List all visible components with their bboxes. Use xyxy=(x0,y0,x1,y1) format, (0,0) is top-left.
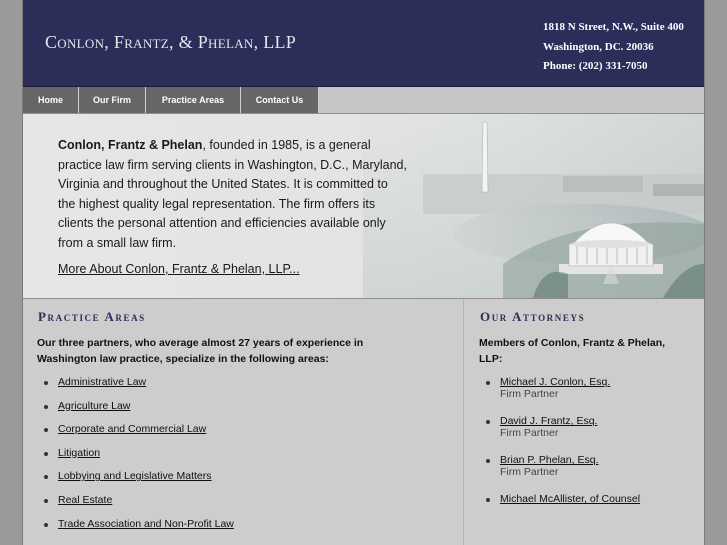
bullet-icon xyxy=(486,381,490,385)
list-item xyxy=(58,470,234,494)
bullet-icon xyxy=(44,452,48,456)
address-line-1: 1818 N Street, N.W., Suite 400 xyxy=(543,21,684,33)
attorneys-section xyxy=(464,299,704,545)
more-about-link[interactable]: More About Conlon, Frantz & Phelan, LLP... xyxy=(58,262,300,276)
attorney-role: Firm Partner xyxy=(500,466,559,478)
practice-link[interactable]: Trade Association and Non-Profit Law xyxy=(58,517,234,530)
list-item xyxy=(58,423,234,447)
attorney-role: Firm Partner xyxy=(500,388,559,400)
attorney-link[interactable]: Brian P. Phelan, Esq. xyxy=(500,454,599,466)
firm-description-text: , founded in 1985, is a general practice law firm serving clients in Washington, D.C., Maryland, Virginia and throughout the United States. It is committed to the highest quality legal representation. The firm offers its clients the personal attention and efficiencies available only from a small law firm. xyxy=(58,138,407,250)
list-item xyxy=(500,454,640,493)
firm-name-bold: Conlon, Frantz & Phelan xyxy=(58,138,203,152)
list-item xyxy=(58,518,234,542)
address-line-2: Washington, DC. 20036 xyxy=(543,40,654,53)
firm-description xyxy=(58,136,408,253)
practice-intro: Our three partners, who average almost 27 years of experience in Washington law practice, specialize in the following areas: xyxy=(37,337,364,365)
attorney-link[interactable]: David J. Frantz, Esq. xyxy=(500,415,598,427)
practice-link[interactable]: Real Estate xyxy=(58,493,113,506)
firm-name-logo[interactable]: Conlon, Frantz, & Phelan, LLP xyxy=(45,32,297,52)
attorney-role: Firm Partner xyxy=(500,427,559,439)
washington-skyline-image xyxy=(363,114,704,298)
nav-contact-us[interactable]: Contact Us xyxy=(241,87,319,113)
bullet-icon xyxy=(44,381,48,385)
bullet-icon xyxy=(486,498,490,502)
attorneys-intro: Members of Conlon, Frantz & Phelan, LLP: xyxy=(479,337,666,365)
nav-bar xyxy=(23,87,704,114)
list-item xyxy=(500,493,640,513)
contact-block xyxy=(543,18,684,77)
practice-link[interactable]: Lobbying and Legislative Matters xyxy=(58,470,212,483)
list-item xyxy=(58,494,234,518)
page xyxy=(22,0,705,545)
nav-our-firm[interactable]: Our Firm xyxy=(79,87,146,113)
hero xyxy=(23,114,704,299)
practice-areas-title: Practice Areas xyxy=(38,309,146,324)
nav-home[interactable]: Home xyxy=(23,87,79,113)
practice-areas-section xyxy=(23,299,464,545)
header xyxy=(23,0,704,87)
practice-areas-list xyxy=(58,376,234,541)
bullet-icon xyxy=(44,475,48,479)
practice-link[interactable]: Corporate and Commercial Law xyxy=(58,423,207,436)
practice-link[interactable]: Administrative Law xyxy=(58,376,147,388)
list-item xyxy=(58,400,234,424)
list-item xyxy=(58,376,234,400)
bullet-icon xyxy=(44,499,48,503)
list-item xyxy=(58,447,234,471)
bullet-icon xyxy=(44,523,48,527)
attorneys-list xyxy=(500,376,640,513)
bullet-icon xyxy=(486,459,490,463)
attorneys-title: Our Attorneys xyxy=(480,309,586,324)
list-item xyxy=(500,376,640,415)
practice-link[interactable]: Litigation xyxy=(58,446,101,459)
bullet-icon xyxy=(486,420,490,424)
bullet-icon xyxy=(44,405,48,409)
attorney-link[interactable]: Michael McAllister, of Counsel xyxy=(500,493,641,505)
list-item xyxy=(500,415,640,454)
nav-practice-areas[interactable]: Practice Areas xyxy=(146,87,241,113)
phone-number: Phone: (202) 331-7050 xyxy=(543,60,648,72)
attorney-link[interactable]: Michael J. Conlon, Esq. xyxy=(500,376,611,388)
bullet-icon xyxy=(44,428,48,432)
practice-link[interactable]: Agriculture Law xyxy=(58,399,131,412)
